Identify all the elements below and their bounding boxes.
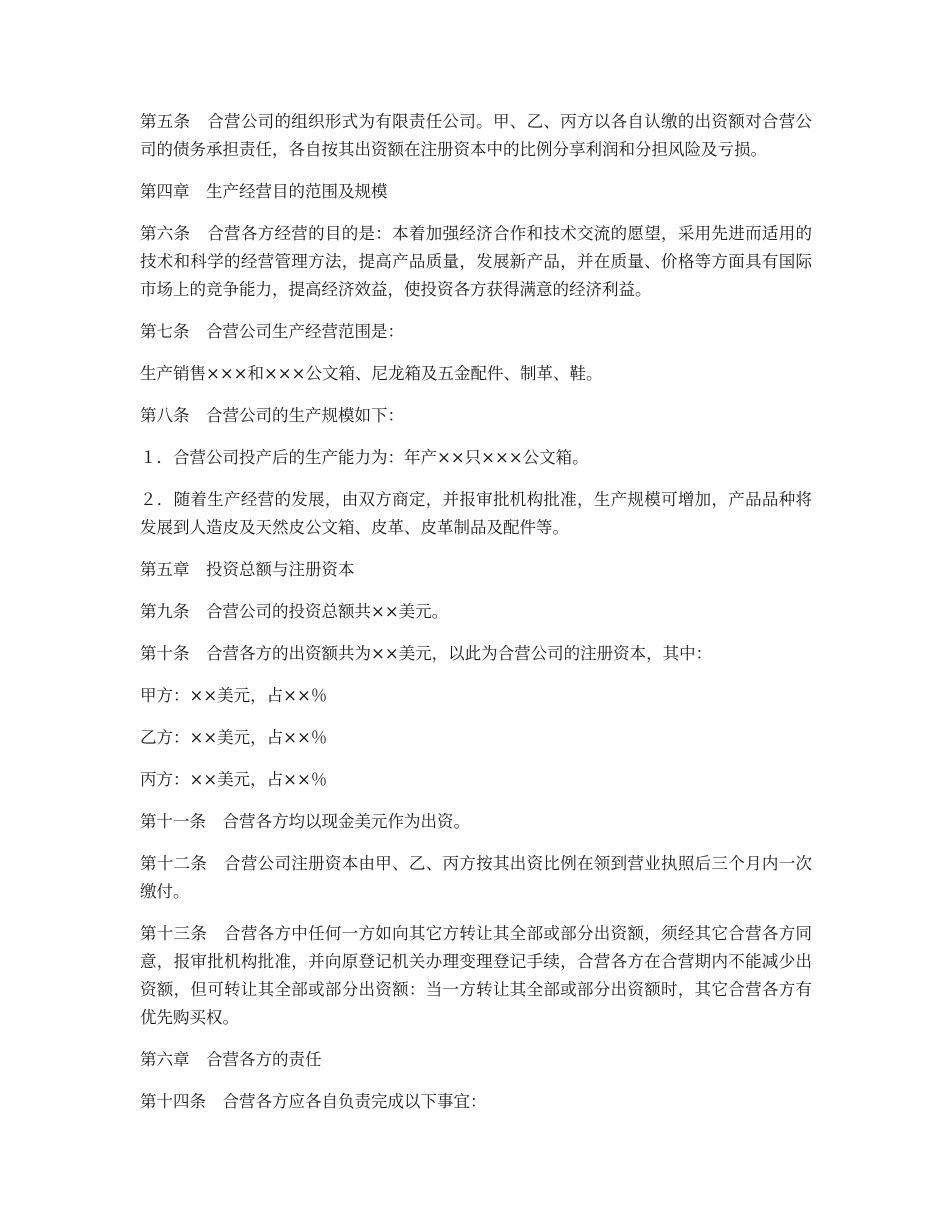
article-11-paragraph: 第十一条 合营各方均以现金美元作为出资。	[140, 812, 470, 831]
article-10-paragraph: 第十条 合营各方的出资额共为××美元，以此为合营公司的注册资本，其中：	[140, 644, 713, 663]
chapter-4-heading: 第四章 生产经营目的范围及规模	[140, 182, 388, 201]
article-9-paragraph: 第九条 合营公司的投资总额共××美元。	[140, 602, 449, 621]
party-c-contribution: 丙方：××美元，占××％	[140, 770, 328, 789]
article-8-item-2: ２．随着生产经营的发展，由双方商定，并报审批机构批准，生产规模可增加，产品品种将发展到人造皮及天然皮公文箱、皮革、皮革制品及配件等。	[140, 490, 812, 537]
chapter-6-heading: 第六章 合营各方的责任	[140, 1050, 322, 1069]
article-8-paragraph: 第八条 合营公司的生产规模如下：	[140, 406, 404, 425]
party-b-contribution: 乙方：××美元，占××％	[140, 728, 328, 747]
article-14-paragraph: 第十四条 合营各方应各自负责完成以下事宜：	[140, 1092, 487, 1111]
party-a-contribution: 甲方：××美元，占××％	[140, 686, 328, 705]
business-scope-paragraph: 生产销售×××和×××公文箱、尼龙箱及五金配件、制革、鞋。	[140, 364, 603, 383]
document-page	[140, 108, 812, 1130]
article-5-paragraph: 第五条 合营公司的组织形式为有限责任公司。甲、乙、丙方以各自认缴的出资额对合营公司的债务承担责任，各自按其出资额在注册资本中的比例分享利润和分担风险及亏损。	[140, 112, 812, 159]
article-13-paragraph: 第十三条 合营各方中任何一方如向其它方转让其全部或部分出资额，须经其它合营各方同意，报审批机构批准，并向原登记机关办理变理登记手续，合营各方在合营期内不能减少出资额，但可转让其全部或部分出资额：当一方转让其全部或部分出资额时，其它合营各方有优先购买权。	[140, 924, 812, 1027]
chapter-5-heading: 第五章 投资总额与注册资本	[140, 560, 355, 579]
article-12-paragraph: 第十二条 合营公司注册资本由甲、乙、丙方按其出资比例在领到营业执照后三个月内一次缴付。	[140, 854, 812, 901]
article-8-item-1: １．合营公司投产后的生产能力为：年产××只×××公文箱。	[140, 448, 589, 467]
article-6-paragraph: 第六条 合营各方经营的目的是：本着加强经济合作和技术交流的愿望，采用先进而适用的技术和科学的经营管理方法，提高产品质量，发展新产品，并在质量、价格等方面具有国际市场上的竞争能力，提高经济效益，使投资各方获得满意的经济利益。	[140, 224, 812, 299]
article-7-paragraph: 第七条 合营公司生产经营范围是：	[140, 322, 404, 341]
